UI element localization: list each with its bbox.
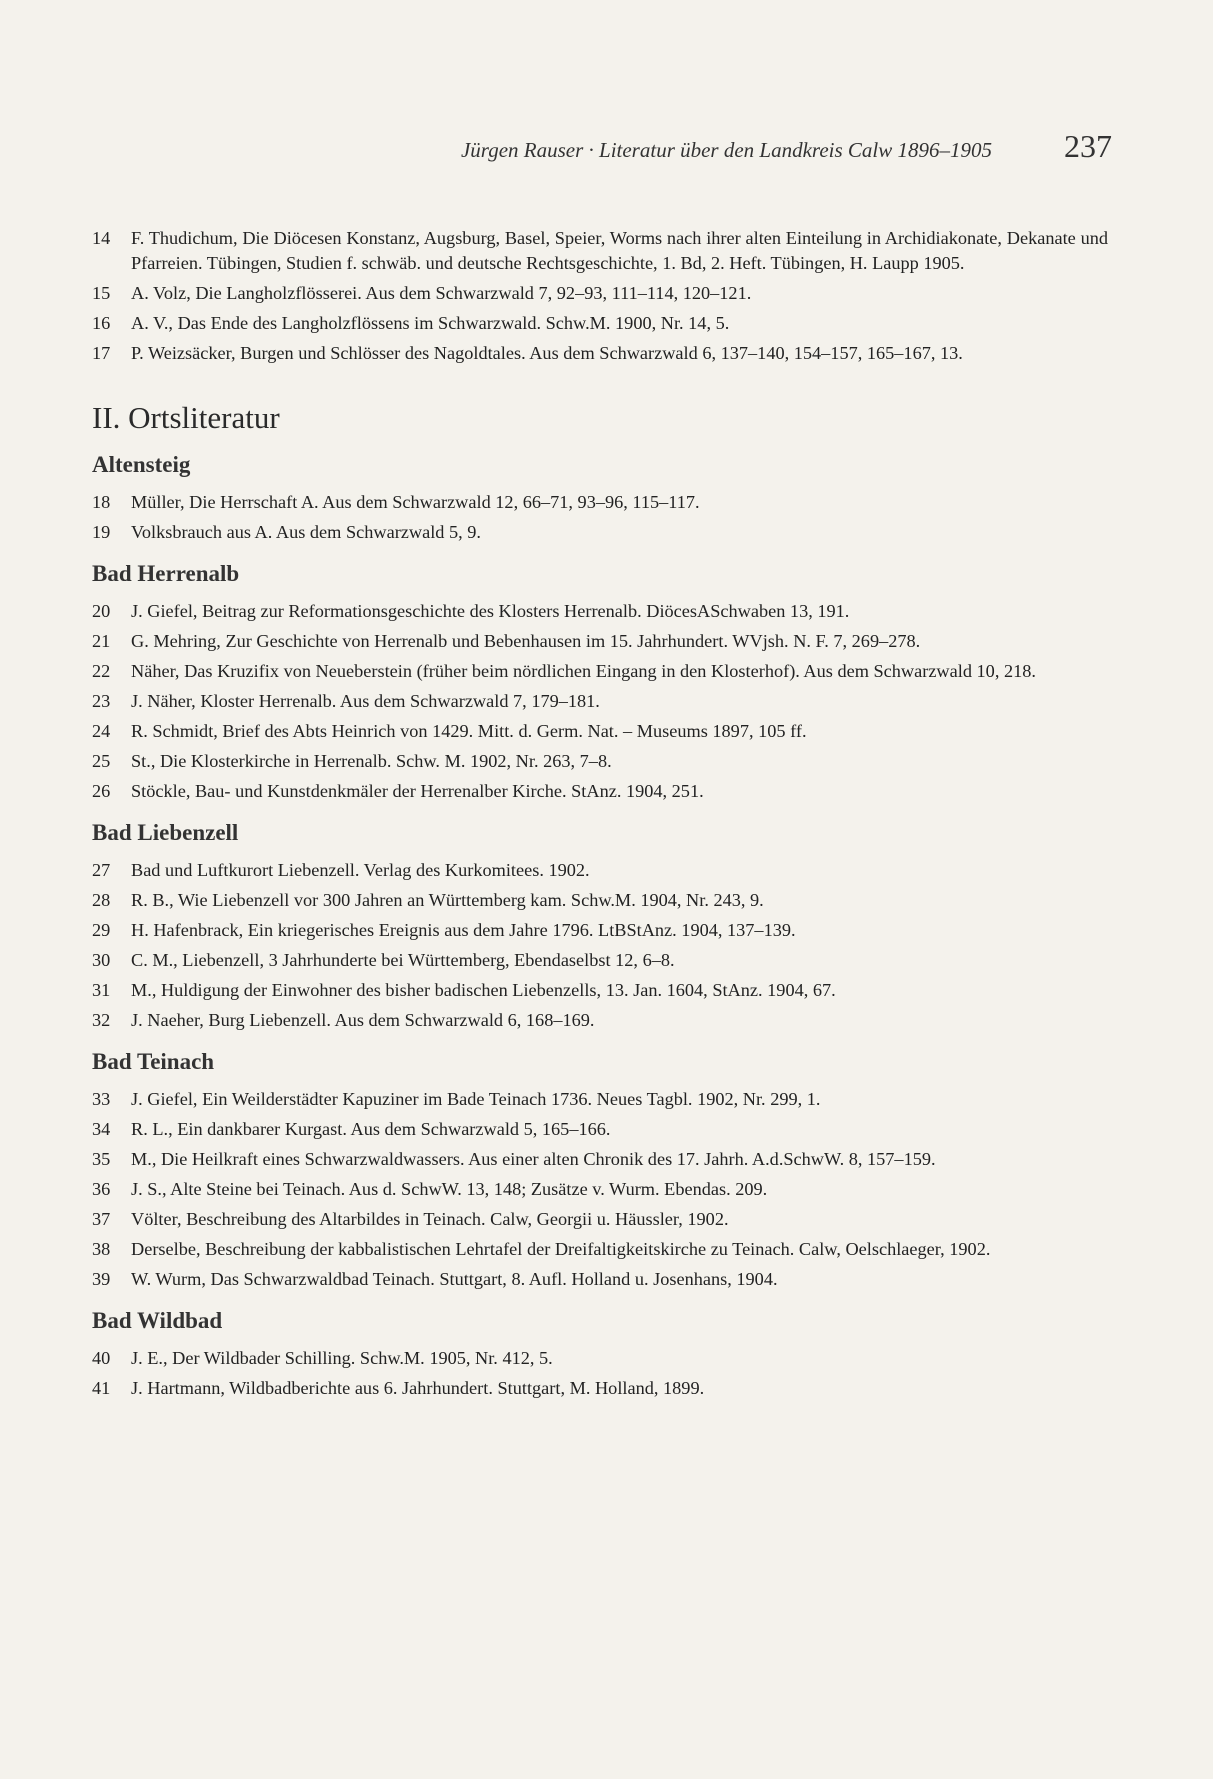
bibliography-entry [92,749,1108,774]
entry-number: 39 [92,1269,111,1289]
entry-text: H. Hafenbrack, Ein kriegerisches Ereignis aus dem Jahre 1796. LtBStAnz. 1904, 137–139. [131,920,796,940]
entry-number: 33 [92,1089,111,1109]
entry-number: 16 [92,313,111,333]
entry-number: 25 [92,751,111,771]
entry-text: M., Die Heilkraft eines Schwarzwaldwassers. Aus einer alten Chronik des 17. Jahrh. A.d.SchwW. 8, 157–159. [131,1149,936,1169]
bibliography-entry [92,1177,1108,1202]
entry-number: 14 [92,228,111,248]
bibliography-entry [92,1237,1108,1262]
entry-text: Volksbrauch aus A. Aus dem Schwarzwald 5, 9. [131,522,482,542]
subsection [92,1047,1108,1292]
bibliography-entry [92,779,1108,804]
subsection-title: Bad Wildbad [92,1308,223,1333]
entry-text: St., Die Klosterkirche in Herrenalb. Schw. M. 1902, Nr. 263, 7–8. [131,751,612,771]
subsection-list [92,450,1108,1401]
bibliography-entry [92,226,1108,276]
entry-text: R. Schmidt, Brief des Abts Heinrich von 1429. Mitt. d. Germ. Nat. – Museums 1897, 105 ff. [131,721,807,741]
subsection [92,559,1108,804]
entry-number: 21 [92,631,111,651]
bibliography-entry [92,978,1108,1003]
intro-entry-list [92,226,1108,366]
subsection-title: Altensteig [92,452,191,477]
running-header-title: Jürgen Rauser · Literatur über den Landkreis Calw 1896–1905 [460,138,992,162]
bibliography-entry [92,599,1108,624]
entry-text: A. V., Das Ende des Langholzflössens im Schwarzwald. Schw.M. 1900, Nr. 14, 5. [131,313,730,333]
entry-number: 28 [92,890,111,910]
entry-number: 36 [92,1179,111,1199]
entry-number: 30 [92,950,111,970]
bibliography-entry [92,1087,1108,1112]
entry-number: 37 [92,1209,111,1229]
bibliography-entry [92,629,1108,654]
bibliography-entry [92,918,1108,943]
bibliography-content [92,226,1108,1406]
subsection-title: Bad Herrenalb [92,561,240,586]
entry-text: G. Mehring, Zur Geschichte von Herrenalb und Bebenhausen im 15. Jahrhundert. WVjsh. N. F. 7, 269–278. [131,631,921,651]
entry-text: J. S., Alte Steine bei Teinach. Aus d. SchwW. 13, 148; Zusätze v. Wurm. Ebendas. 209. [131,1179,768,1199]
entry-number: 18 [92,492,111,512]
page-number: 237 [1064,128,1112,164]
entry-number: 34 [92,1119,111,1139]
bibliography-entry [92,858,1108,883]
bibliography-entry [92,1346,1108,1371]
entry-number: 26 [92,781,111,801]
entry-number: 24 [92,721,111,741]
entry-text: R. L., Ein dankbarer Kurgast. Aus dem Schwarzwald 5, 165–166. [131,1119,611,1139]
entry-number: 22 [92,661,111,681]
subsection-title: Bad Teinach [92,1049,215,1074]
entry-text: C. M., Liebenzell, 3 Jahrhunderte bei Württemberg, Ebendaselbst 12, 6–8. [131,950,675,970]
bibliography-entry [92,1267,1108,1292]
entry-text: J. Giefel, Ein Weilderstädter Kapuziner im Bade Teinach 1736. Neues Tagbl. 1902, Nr. 299, 1. [131,1089,821,1109]
bibliography-entry [92,719,1108,744]
entry-number: 31 [92,980,111,1000]
entry-number: 23 [92,691,111,711]
entry-number: 35 [92,1149,111,1169]
entry-text: J. Giefel, Beitrag zur Reformationsgeschichte des Klosters Herrenalb. DiöcesASchwaben 13, 191. [131,601,850,621]
bibliography-entry [92,520,1108,545]
bibliography-entry [92,1147,1108,1172]
entry-text: Müller, Die Herrschaft A. Aus dem Schwarzwald 12, 66–71, 93–96, 115–117. [131,492,700,512]
entry-text: J. Naeher, Burg Liebenzell. Aus dem Schwarzwald 6, 168–169. [131,1010,595,1030]
entry-text: Derselbe, Beschreibung der kabbalistischen Lehrtafel der Dreifaltigkeitskirche zu Teinach. Calw, Oelschlaeger, 1902. [131,1239,991,1259]
bibliography-entry [92,689,1108,714]
entry-number: 17 [92,343,111,363]
entry-text: A. Volz, Die Langholzflösserei. Aus dem Schwarzwald 7, 92–93, 111–114, 120–121. [131,283,752,303]
entry-number: 27 [92,860,111,880]
entry-number: 29 [92,920,111,940]
bibliography-entry [92,490,1108,515]
entry-text: F. Thudichum, Die Diöcesen Konstanz, Augsburg, Basel, Speier, Worms nach ihrer alten Einteilung in Archidiakonate, Dekanate und Pfarreien. Tübingen, Studien f. schwäb. und deutsche Rechtsgeschichte, 1. Bd, 2. Heft. Tübingen, H. Laupp 1905. [131,228,1108,273]
entry-text: J. E., Der Wildbader Schilling. Schw.M. 1905, Nr. 412, 5. [131,1348,553,1368]
subsection-title: Bad Liebenzell [92,820,239,845]
bibliography-entry [92,1207,1108,1232]
running-header [92,128,1112,168]
bibliography-entry [92,948,1108,973]
section-title: II. Ortsliteratur [92,400,280,435]
entry-text: R. B., Wie Liebenzell vor 300 Jahren an Württemberg kam. Schw.M. 1904, Nr. 243, 9. [131,890,764,910]
bibliography-entry [92,341,1108,366]
bibliography-entry [92,281,1108,306]
entry-number: 38 [92,1239,111,1259]
entry-text: M., Huldigung der Einwohner des bisher badischen Liebenzells, 13. Jan. 1604, StAnz. 1904, 67. [131,980,836,1000]
bibliography-entry [92,888,1108,913]
entry-text: Stöckle, Bau- und Kunstdenkmäler der Herrenalber Kirche. StAnz. 1904, 251. [131,781,704,801]
bibliography-entry [92,311,1108,336]
entry-number: 40 [92,1348,111,1368]
entry-number: 15 [92,283,111,303]
entry-text: P. Weizsäcker, Burgen und Schlösser des Nagoldtales. Aus dem Schwarzwald 6, 137–140, 154–157, 165–167, 13. [131,343,963,363]
bibliography-entry [92,659,1108,684]
entry-number: 20 [92,601,111,621]
bibliography-entry [92,1376,1108,1401]
entry-text: W. Wurm, Das Schwarzwaldbad Teinach. Stuttgart, 8. Aufl. Holland u. Josenhans, 1904. [131,1269,778,1289]
subsection [92,818,1108,1033]
entry-text: J. Näher, Kloster Herrenalb. Aus dem Schwarzwald 7, 179–181. [131,691,600,711]
entry-text: Näher, Das Kruzifix von Neueberstein (früher beim nördlichen Eingang in den Klosterhof). Aus dem Schwarzwald 10, 218. [131,661,1036,681]
entry-text: J. Hartmann, Wildbadberichte aus 6. Jahrhundert. Stuttgart, M. Holland, 1899. [131,1378,705,1398]
entry-number: 41 [92,1378,111,1398]
entry-text: Völter, Beschreibung des Altarbildes in Teinach. Calw, Georgii u. Häussler, 1902. [131,1209,729,1229]
bibliography-entry [92,1008,1108,1033]
subsection [92,1306,1108,1401]
bibliography-entry [92,1117,1108,1142]
entry-number: 32 [92,1010,111,1030]
subsection [92,450,1108,545]
entry-number: 19 [92,522,111,542]
entry-text: Bad und Luftkurort Liebenzell. Verlag des Kurkomitees. 1902. [131,860,590,880]
